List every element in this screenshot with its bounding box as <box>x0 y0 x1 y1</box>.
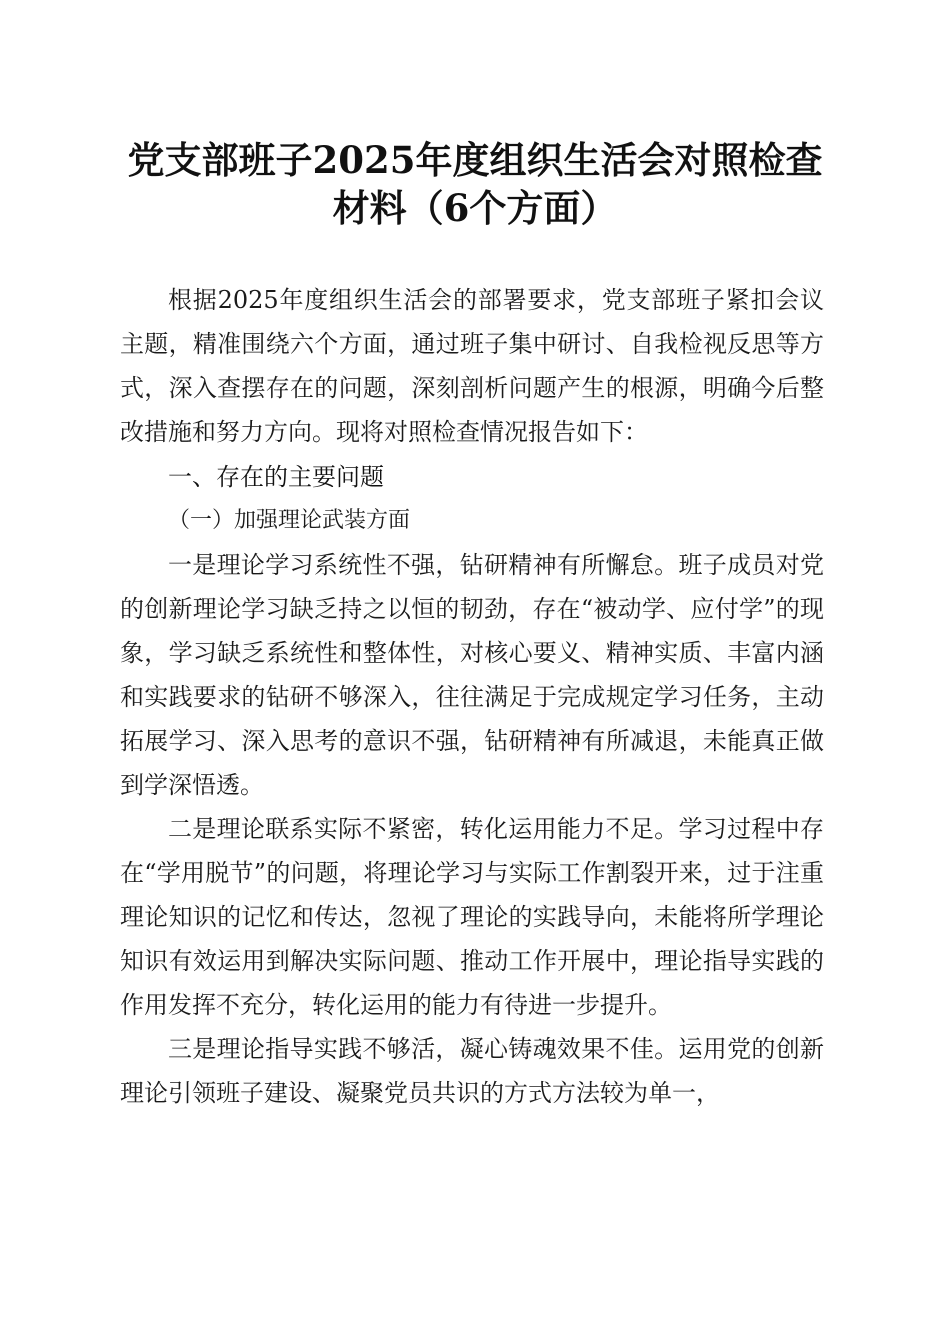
body-paragraph-2: 二是理论联系实际不紧密，转化运用能力不足。学习过程中存在“学用脱节”的问题，将理论学习与实际工作割裂开来，过于注重理论知识的记忆和传达，忽视了理论的实践导向，未能将所学理论知识有效运用到解决实际问题、推动工作开展中，理论指导实践的作用发挥不充分，转化运用的能力有待进一步提升。 <box>120 815 824 1019</box>
document-title: 党支部班子2025年度组织生活会对照检查材料（6个方面） <box>127 138 823 230</box>
intro-paragraph: 根据2025年度组织生活会的部署要求，党支部班子紧扣会议主题，精准围绕六个方面，通过班子集中研讨、自我检视反思等方式，深入查摆存在的问题，深刻剖析问题产生的根源，明确今后整改措施和努力方向。现将对照检查情况报告如下： <box>120 286 824 446</box>
body-paragraph-1: 一是理论学习系统性不强，钻研精神有所懈怠。班子成员对党的创新理论学习缺乏持之以恒的韧劲，存在“被动学、应付学”的现象，学习缺乏系统性和整体性，对核心要义、精神实质、丰富内涵和实践要求的钻研不够深入，往往满足于完成规定学习任务，主动拓展学习、深入思考的意识不强，钻研精神有所减退，未能真正做到学深悟透。 <box>120 551 824 799</box>
body-paragraph-3: 三是理论指导实践不够活，凝心铸魂效果不佳。运用党的创新理论引领班子建设、凝聚党员共识的方式方法较为单一， <box>120 1035 824 1107</box>
subsection-heading: （一）加强理论武装方面 <box>168 508 411 533</box>
document-body <box>120 278 824 1115</box>
section-heading: 一、存在的主要问题 <box>168 463 384 491</box>
